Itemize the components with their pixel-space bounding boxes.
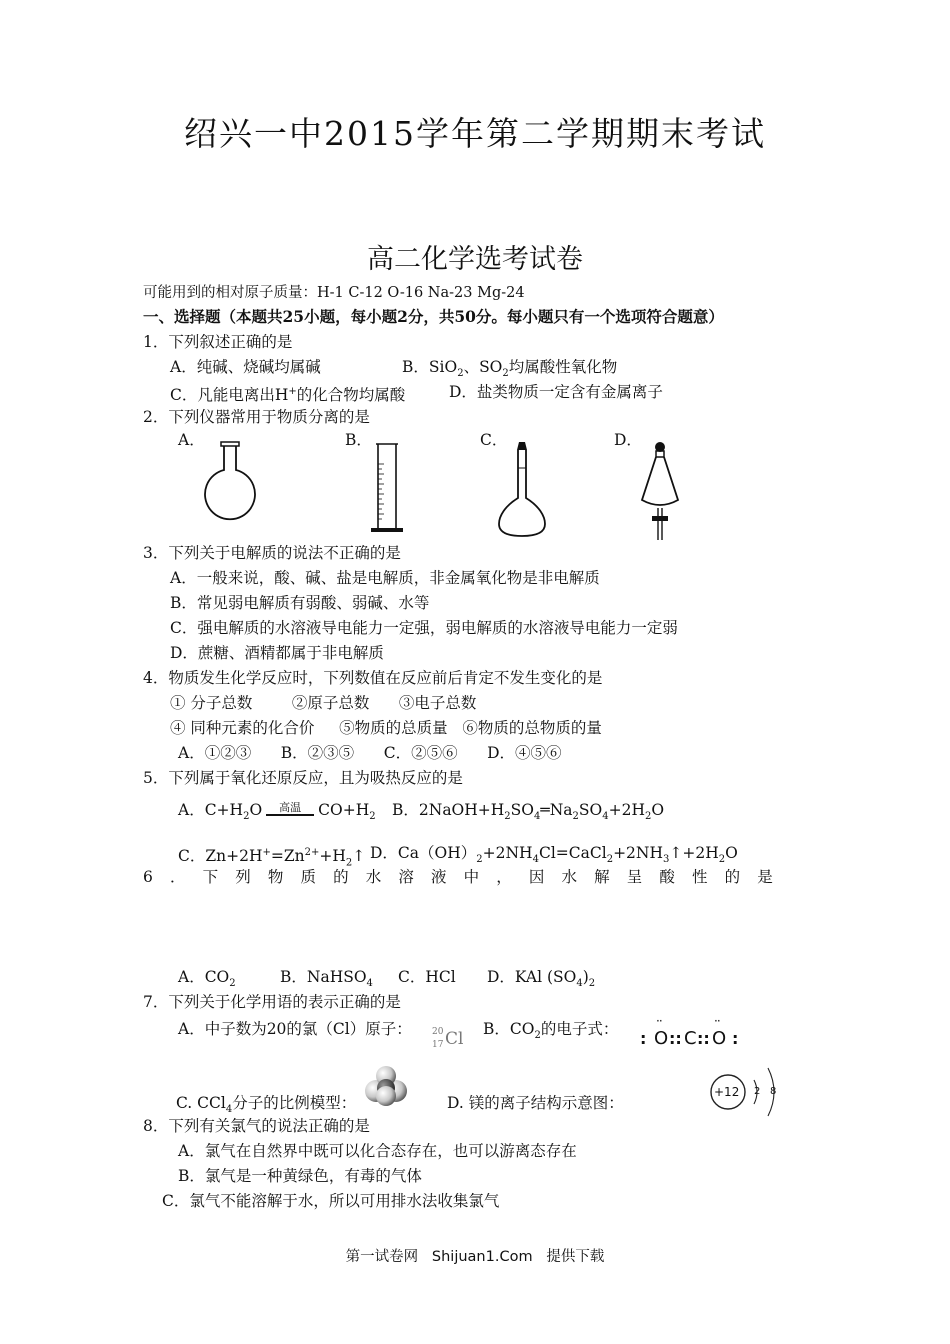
separatory-funnel-icon	[638, 440, 683, 545]
q1-option-b: B．SiO$_2$、$SO_2$均属酸性氧化物	[402, 358, 618, 380]
q8-option-c: C．氯气不能溶解于水，所以可用排水法收集氯气	[162, 1192, 500, 1210]
q7-stem: 7．下列关于化学用语的表示正确的是	[143, 993, 401, 1011]
q4-items-line1: ① 分子总数 ②原子总数 ③电子总数	[170, 694, 477, 712]
q5-option-c: C．$Zn+2H^+=Zn^{2+}+H_2↑$	[178, 847, 366, 869]
mg-shell-1: 2	[754, 1086, 761, 1097]
q3-option-b: B．常见弱电解质有弱酸、弱碱、水等	[170, 594, 430, 612]
q5-option-a: A．$C+H_2O$ 高温 $CO+H_2$	[178, 801, 376, 823]
paper-subtitle: 高二化学选考试卷	[367, 244, 583, 275]
q6-stem: 6 ． 下 列 物 质 的 水 溶 液 中 ， 因 水 解 呈 酸 性 的 是	[143, 868, 773, 886]
q3-option-a: A．一般来说，酸、碱、盐是电解质，非金属氧化物是非电解质	[170, 569, 600, 587]
q2-label-b: B．	[345, 431, 372, 449]
q3-option-c: C．强电解质的水溶液导电能力一定强，弱电解质的水溶液导电能力一定弱	[170, 619, 678, 637]
co2-lewis-structure: : ·· O :: C :: ·· O :	[640, 1014, 739, 1049]
nuclide-notation: 20 17 Cl	[432, 1027, 464, 1050]
q5-option-d: D．$Ca(OH)_2+2NH_4Cl=CaCl_2+2NH_3↑+2H_2O$	[370, 844, 738, 866]
ccl4-space-filling-model-icon	[362, 1064, 410, 1108]
section-heading: 一、选择题（本题共25小题，每小题2分，共50分。每小题只有一个选项符合题意）	[143, 307, 724, 326]
footer-credit: 第一试卷网 Shijuan1.Com 提供下载	[345, 1249, 605, 1265]
q1-option-c: C．凡能电离出H+的化合物均属酸	[170, 386, 406, 405]
q5-stem: 5．下列属于氧化还原反应，且为吸热反应的是	[143, 769, 463, 787]
q5-option-b: B．$2NaOH+H_2SO_4═Na_2SO_4+2H_2O$	[392, 801, 665, 823]
q8-option-b: B．氯气是一种黄绿色，有毒的气体	[178, 1167, 422, 1185]
q6-option-d: D．KAl $(SO_4)_2$	[487, 968, 596, 990]
q7-option-a: A．中子数为20的氯（Cl）原子：	[178, 1020, 412, 1038]
q4-items-line2: ④ 同种元素的化合价 ⑤物质的总质量 ⑥物质的总物质的量	[170, 719, 602, 737]
q6-option-a: A．$CO_2$	[178, 968, 236, 990]
mg-shell-2: 8	[770, 1086, 777, 1097]
q2-label-c: C．	[480, 431, 508, 449]
q8-option-a: A．氯气在自然界中既可以化合态存在，也可以游离态存在	[178, 1142, 577, 1160]
reaction-condition: 高温	[266, 802, 314, 816]
q3-option-d: D．蔗糖、酒精都属于非电解质	[170, 644, 384, 662]
atomic-masses: 可能用到的相对原子质量：H-1 C-12 O-16 Na-23 Mg-24	[143, 285, 525, 301]
round-bottom-flask-icon	[195, 440, 265, 525]
q6-option-b: B．NaHSO$_4$	[280, 968, 373, 990]
q1-stem: 1．下列叙述正确的是	[143, 333, 293, 351]
q7-option-b: B．$CO_2$的电子式：	[483, 1020, 619, 1042]
q2-label-a: A．	[178, 431, 205, 449]
mg-nucleus-charge: +12	[714, 1085, 740, 1099]
q4-stem: 4．物质发生化学反应时，下列数值在反应前后肯定不发生变化的是	[143, 669, 603, 687]
q1-option-d: D．盐类物质一定含有金属离子	[449, 383, 663, 401]
q2-stem: 2．下列仪器常用于物质分离的是	[143, 408, 370, 426]
q6-option-c: C．HCl	[398, 968, 456, 986]
volumetric-flask-icon	[495, 440, 550, 540]
q3-stem: 3．下列关于电解质的说法不正确的是	[143, 544, 401, 562]
q7-option-c: C. CCl$_4$分子的比例模型：	[176, 1094, 357, 1116]
q1-option-a: A．纯碱、烧碱均属碱	[170, 358, 321, 376]
q7-option-d: D. 镁的离子结构示意图：	[447, 1094, 624, 1112]
q8-stem: 8．下列有关氯气的说法正确的是	[143, 1117, 370, 1135]
graduated-cylinder-icon	[368, 440, 408, 535]
exam-title: 绍兴一中2015学年第二学期期末考试	[184, 114, 766, 153]
q2-label-d: D．	[614, 431, 642, 449]
q4-options: A．①②③ B．②③⑤ C．②⑤⑥ D．④⑤⑥	[178, 744, 562, 762]
